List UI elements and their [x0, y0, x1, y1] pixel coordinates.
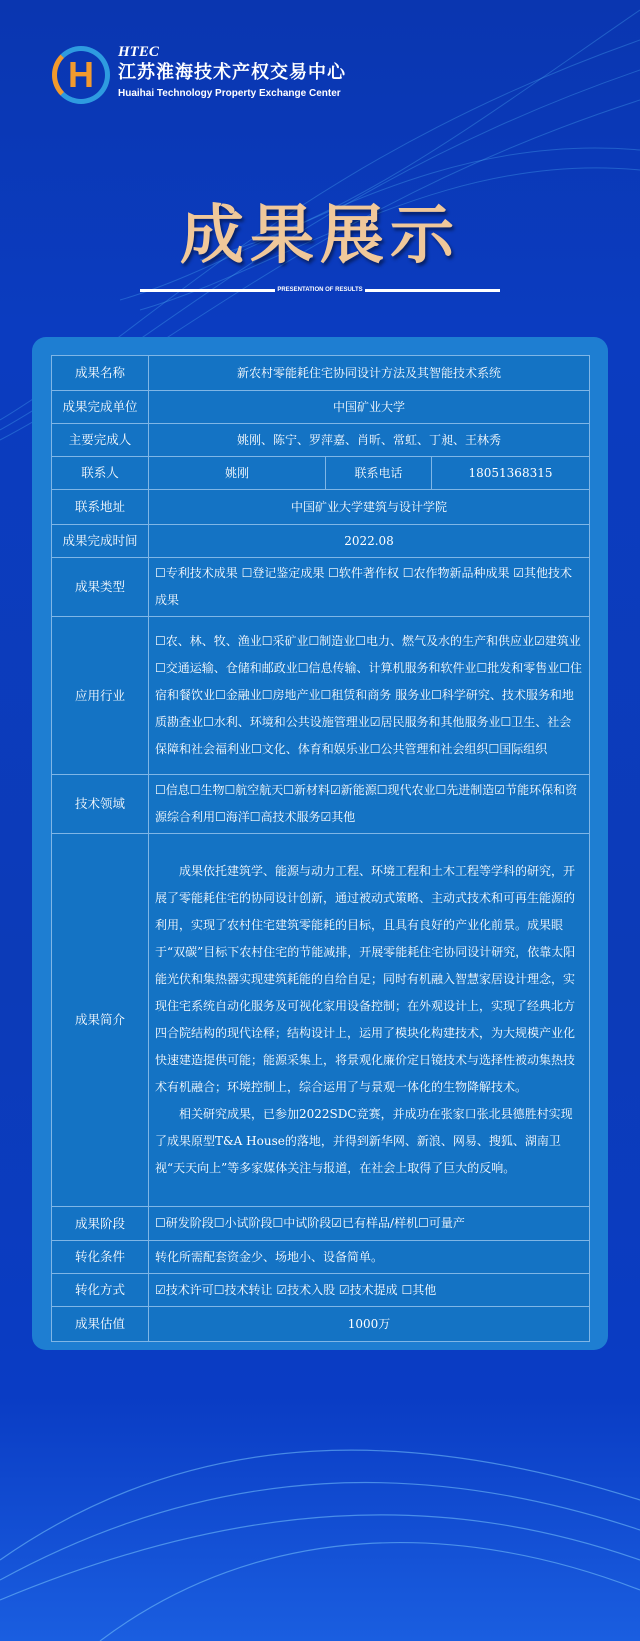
phone-label: 联系电话 — [326, 457, 432, 490]
row-value: 转化所需配套资金少、场地小、设备简单。 — [149, 1241, 590, 1274]
row-label: 转化条件 — [52, 1241, 149, 1274]
table-row — [52, 775, 590, 834]
table-row — [52, 356, 590, 391]
row-label: 成果估值 — [52, 1307, 149, 1342]
row-label: 成果类型 — [52, 558, 149, 617]
row-value: 2022.08 — [149, 525, 590, 558]
logo-text — [118, 44, 346, 100]
table-row — [52, 490, 590, 525]
row-label: 成果完成单位 — [52, 391, 149, 424]
results-table — [51, 355, 590, 1342]
row-label: 联系人 — [52, 457, 149, 490]
row-value: 1000万 — [149, 1307, 590, 1342]
row-value: 姚刚、陈宁、罗萍嘉、肖昕、常虹、丁昶、王林秀 — [149, 424, 590, 457]
row-label: 成果简介 — [52, 834, 149, 1207]
table-row — [52, 1241, 590, 1274]
row-value: ☐研发阶段☐小试阶段☐中试阶段☑已有样品/样机☐可量产 — [149, 1207, 590, 1241]
page-title: 成果展示 — [180, 198, 460, 273]
table-row — [52, 834, 590, 1207]
contact-value: 姚刚 — [149, 457, 326, 490]
logo-abbr: HTEC — [118, 44, 159, 60]
row-label: 成果名称 — [52, 356, 149, 391]
intro-paragraph: 相关研究成果，已参加2022SDC竞赛，并成功在张家口张北县德胜村实现了成果原型T&A House的落地，并得到新华网、新浪、网易、搜狐、湖南卫视“天天向上”等多家媒体关注与报道，在社会上取得了巨大的反响。 — [155, 1107, 573, 1175]
row-value: 中国矿业大学 — [149, 391, 590, 424]
intro-paragraph: 成果依托建筑学、能源与动力工程、环境工程和土木工程等学科的研究，开展了零能耗住宅的协同设计创新，通过被动式策略、主动式技术和可再生能源的利用，实现了农村住宅建筑零能耗的目标，且具有良好的产业化前景。成果眼于“双碳”目标下农村住宅的节能减排，开展零能耗住宅协同设计研究，依靠太阳能光伏和集热器实现建筑耗能的自给自足；同时有机融入智慧家居设计理念，实现住宅系统自动化服务及可视化家用设备控制；在外观设计上，实现了经典北方四合院结构的现代诠释；结构设计上，运用了模块化构建技术，为大规模产业化快速建造提供可能；能源采集上，将景观化廉价定日镜技术与选择性被动集热技术有机融合；环境控制上，综合运用了与景观一体化的生物降解技术。 — [155, 864, 576, 1094]
table-row — [52, 424, 590, 457]
row-label: 成果阶段 — [52, 1207, 149, 1241]
table-row — [52, 617, 590, 775]
table-row — [52, 558, 590, 617]
row-value: ☐专利技术成果 ☐登记鉴定成果 ☐软件著作权 ☐农作物新品种成果 ☑其他技术成果 — [149, 558, 590, 617]
table-row — [52, 525, 590, 558]
row-label: 应用行业 — [52, 617, 149, 775]
row-value: 新农村零能耗住宅协同设计方法及其智能技术系统 — [149, 356, 590, 391]
table-row — [52, 1274, 590, 1307]
row-value: ☑技术许可☐技术转让 ☑技术入股 ☑技术提成 ☐其他 — [149, 1274, 590, 1307]
row-label: 转化方式 — [52, 1274, 149, 1307]
table-row — [52, 1307, 590, 1342]
row-label: 技术领域 — [52, 775, 149, 834]
phone-value: 18051368315 — [432, 457, 590, 490]
logo-name-cn: 江苏淮海技术产权交易中心 — [118, 62, 346, 83]
page-subtitle: PRESENTATION OF RESULTS — [277, 287, 363, 293]
row-label: 成果完成时间 — [52, 525, 149, 558]
row-label: 联系地址 — [52, 490, 149, 525]
logo — [52, 44, 392, 108]
row-label: 主要完成人 — [52, 424, 149, 457]
row-value: ☐农、林、牧、渔业☐采矿业☐制造业☐电力、燃气及水的生产和供应业☑建筑业☐交通运输、仓储和邮政业☐信息传输、计算机服务和软件业☐批发和零售业☐住宿和餐饮业☐金融业☐房地产业☐租赁和商务 服务业☐科学研究、技术服务和地质勘查业☐水利、环境和公共设施管理业☑居民服务和其他服务业☐卫生、社会保障和社会福利业☐文化、体育和娱乐业☐公共管理和社会组织☐国际组织 — [149, 617, 590, 775]
row-value: ☐信息☐生物☐航空航天☐新材料☑新能源☐现代农业☐先进制造☑节能环保和资源综合利用☐海洋☐高技术服务☑其他 — [149, 775, 590, 834]
table-row — [52, 457, 590, 490]
table-row — [52, 391, 590, 424]
logo-h-icon: H — [52, 46, 110, 104]
row-value: 中国矿业大学建筑与设计学院 — [149, 490, 590, 525]
table-row — [52, 1207, 590, 1241]
intro-cell — [149, 834, 590, 1207]
logo-name-en: Huaihai Technology Property Exchange Center — [118, 88, 341, 99]
